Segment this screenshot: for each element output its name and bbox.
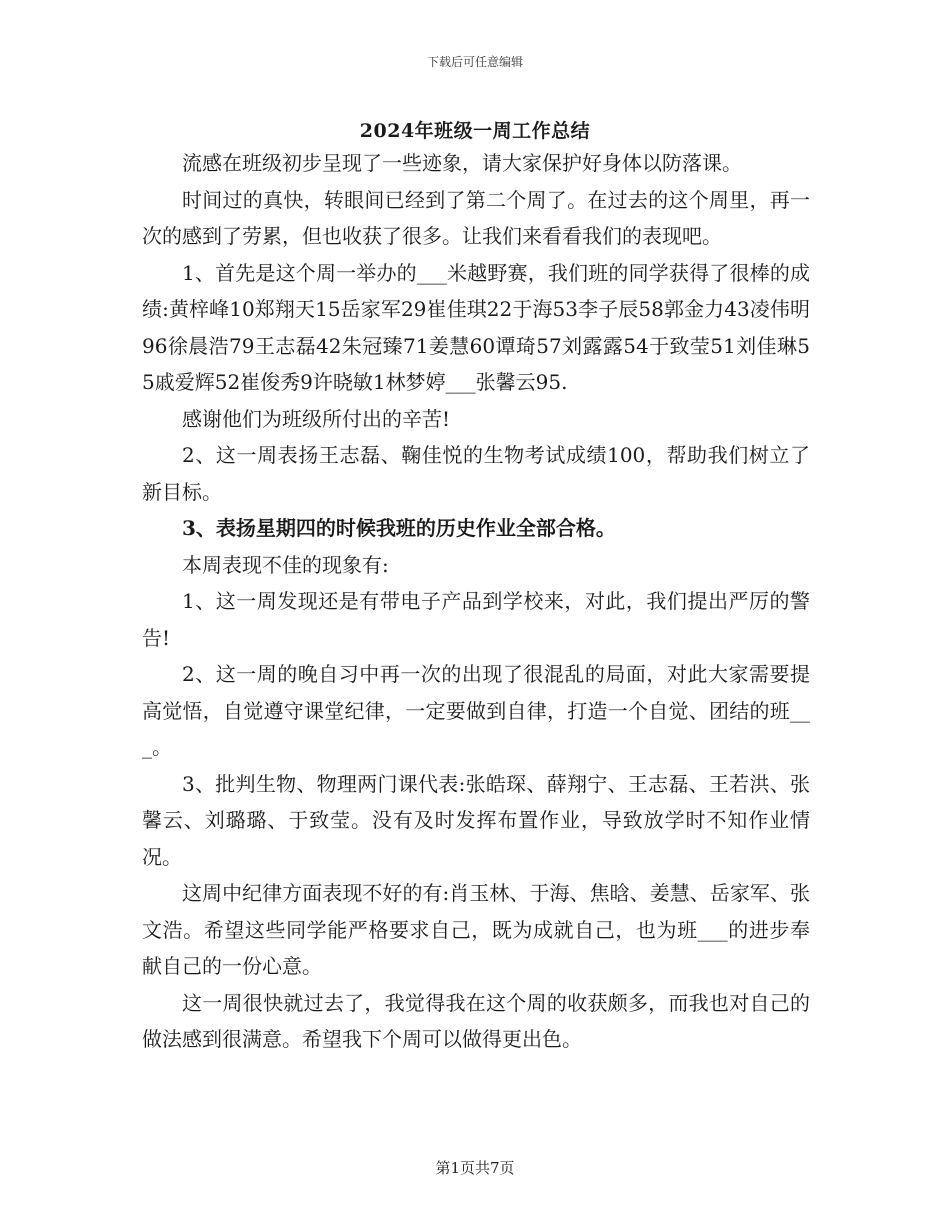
paragraph-issue-electronics: 1、这一周发现还是有带电子产品到学校来，对此，我们提出严厉的警告! [142,589,810,650]
paragraph-issues-heading: 本周表现不佳的现象有: [182,552,389,577]
paragraph-history-praise: 3、表扬星期四的时候我班的历史作业全部合格。 [182,516,616,540]
document-body [142,145,810,1058]
paragraph-discipline: 这周中纪律方面表现不好的有:肖玉林、于海、焦晗、姜慧、岳家军、张文浩。希望这些同学能严格要求自己，既为成就自己，也为班___的进步奉献自己的一份心意。 [142,881,810,978]
paragraph-conclusion: 这一周很快就过去了，我觉得我在这个周的收获颇多，而我也对自己的做法感到很满意。希望我下个周可以做得更出色。 [142,990,810,1051]
paragraph-thanks: 感谢他们为班级所付出的辛苦! [182,406,451,431]
document-title: 2024年班级一周工作总结 [359,120,591,142]
paragraph-issue-study-hall: 2、这一周的晚自习中再一次的出现了很混乱的局面，对此大家需要提高觉悟，自觉遵守课堂纪律，一定要做到自律，打造一个自觉、团结的班___。 [142,662,810,759]
page-number: 第1页共7页 [435,1159,515,1177]
paragraph-issue-representatives: 3、批判生物、物理两门课代表:张皓琛、薛翔宁、王志磊、王若洪、张馨云、刘璐璐、于致莹。没有及时发挥布置作业，导致放学时不知作业情况。 [142,771,810,869]
page-header: 下载后可任意编辑 [426,55,523,69]
paragraph-race-results: 1、首先是这个周一举办的___米越野赛，我们班的同学获得了很棒的成绩:黄梓峰10郑翔天15岳家军29崔佳琪22于海53李子辰58郭金力43凌伟明96徐晨浩79王志磊42朱冠臻71姜慧60谭琦57刘露露54于致莹51刘佳琳55戚爱辉52崔俊秀9许晓敏1林梦婷___张馨云95. [142,260,810,394]
paragraph-intro: 时间过的真快，转眼间已经到了第二个周了。在过去的这个周里，再一次的感到了劳累，但也收获了很多。让我们来看看我们的表现吧。 [142,187,810,248]
paragraph-biology-praise: 2、这一周表扬王志磊、鞠佳悦的生物考试成绩100，帮助我们树立了新目标。 [142,443,810,504]
paragraph-flu-notice: 流感在班级初步呈现了一些迹象，请大家保护好身体以防落课。 [182,151,742,175]
